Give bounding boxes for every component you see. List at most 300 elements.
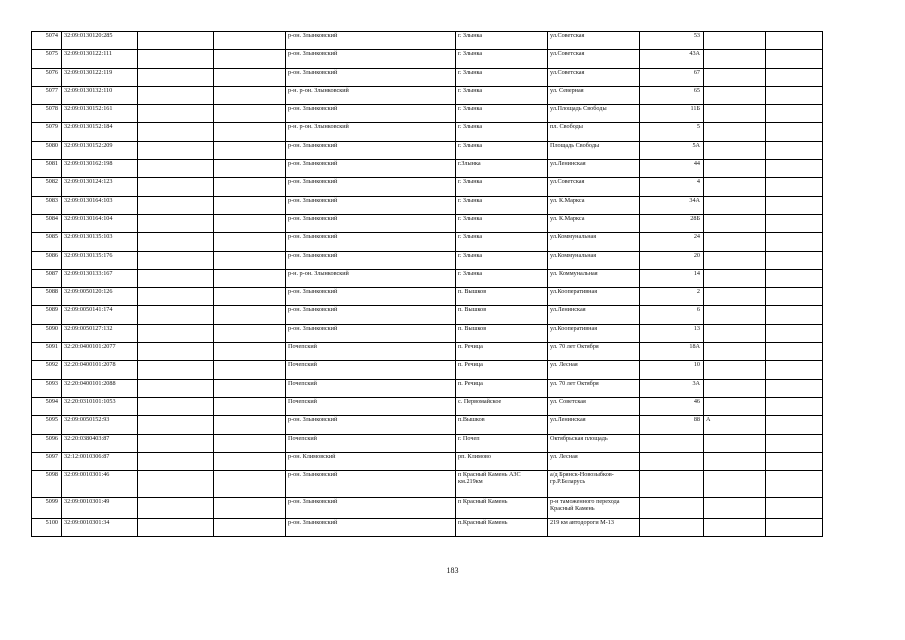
blank-cell (766, 269, 823, 287)
table-row (32, 86, 823, 104)
blank-cell (766, 214, 823, 232)
cadastral-number: 32:20:0400101:2077 (62, 343, 138, 361)
locality: с. Первомайское (456, 397, 548, 415)
blank-cell (138, 178, 214, 196)
house-number: 67 (640, 68, 704, 86)
letter (704, 160, 766, 178)
house-number: 88 (640, 416, 704, 434)
blank-cell (766, 251, 823, 269)
table-row (32, 233, 823, 251)
cadastral-number: 32:09:0130164:103 (62, 196, 138, 214)
blank-cell (138, 519, 214, 537)
locality: г. Злынка (456, 68, 548, 86)
row-number: 5080 (32, 141, 62, 159)
district: р-он. Злынковский (286, 32, 456, 50)
blank-cell (214, 269, 286, 287)
table-row (32, 105, 823, 123)
blank-cell (214, 233, 286, 251)
blank-cell (214, 519, 286, 537)
letter (704, 68, 766, 86)
letter (704, 178, 766, 196)
blank-cell (138, 251, 214, 269)
blank-cell (138, 233, 214, 251)
street: ул. К.Маркса (548, 196, 640, 214)
table-row (32, 32, 823, 50)
blank-cell (766, 361, 823, 379)
table-row (32, 214, 823, 232)
row-number: 5100 (32, 519, 62, 537)
letter (704, 288, 766, 306)
blank-cell (766, 471, 823, 498)
cadastral-number: 32:20:0380403:87 (62, 434, 138, 452)
street: ул. Северная (548, 86, 640, 104)
locality: г.Злынка (456, 160, 548, 178)
row-number: 5077 (32, 86, 62, 104)
blank-cell (214, 178, 286, 196)
blank-cell (766, 416, 823, 434)
street: ул.Кооперативная (548, 324, 640, 342)
blank-cell (766, 86, 823, 104)
row-number: 5094 (32, 397, 62, 415)
blank-cell (766, 123, 823, 141)
row-number: 5084 (32, 214, 62, 232)
blank-cell (214, 288, 286, 306)
blank-cell (766, 105, 823, 123)
locality: г. Злынка (456, 233, 548, 251)
house-number: 46 (640, 397, 704, 415)
page-number: 183 (446, 566, 459, 575)
blank-cell (766, 306, 823, 324)
row-number: 5095 (32, 416, 62, 434)
registry-table (31, 31, 823, 537)
row-number: 5085 (32, 233, 62, 251)
district: р-он. Злынковский (286, 498, 456, 519)
blank-cell (766, 288, 823, 306)
blank-cell (214, 324, 286, 342)
locality: п. Речица (456, 343, 548, 361)
letter (704, 86, 766, 104)
letter (704, 452, 766, 470)
blank-cell (138, 452, 214, 470)
street: ул. Лесная (548, 361, 640, 379)
table-row (32, 68, 823, 86)
district: р-он. Злынковский (286, 160, 456, 178)
table-row (32, 251, 823, 269)
cadastral-number: 32:09:0050120:126 (62, 288, 138, 306)
row-number: 5074 (32, 32, 62, 50)
blank-cell (138, 434, 214, 452)
cadastral-number: 32:09:0130152:161 (62, 105, 138, 123)
cadastral-number: 32:09:0130152:184 (62, 123, 138, 141)
house-number (640, 452, 704, 470)
blank-cell (766, 141, 823, 159)
street: Площадь Свободы (548, 141, 640, 159)
row-number: 5093 (32, 379, 62, 397)
table-row (32, 519, 823, 537)
district: р-н. р-он. Злынковский (286, 269, 456, 287)
letter (704, 50, 766, 68)
table-row (32, 123, 823, 141)
locality: п.Красный Камень (456, 519, 548, 537)
letter (704, 498, 766, 519)
blank-cell (138, 50, 214, 68)
blank-cell (138, 416, 214, 434)
blank-cell (214, 141, 286, 159)
blank-cell (214, 123, 286, 141)
house-number: 10 (640, 361, 704, 379)
cadastral-number: 32:09:0010301:34 (62, 519, 138, 537)
row-number: 5096 (32, 434, 62, 452)
house-number (640, 434, 704, 452)
street: Октябрьская площадь (548, 434, 640, 452)
district: р-он. Злынковский (286, 288, 456, 306)
row-number: 5099 (32, 498, 62, 519)
street: 219 км автодороги М-13 (548, 519, 640, 537)
table-row (32, 50, 823, 68)
blank-cell (766, 233, 823, 251)
street: ул.Ленинская (548, 306, 640, 324)
row-number: 5076 (32, 68, 62, 86)
cadastral-number: 32:09:0130132:110 (62, 86, 138, 104)
letter (704, 233, 766, 251)
blank-cell (138, 68, 214, 86)
district: р-он. Климовский (286, 452, 456, 470)
street: ул. 70 лет Октября (548, 343, 640, 361)
locality: г. Злынка (456, 214, 548, 232)
district: Почепский (286, 343, 456, 361)
blank-cell (214, 50, 286, 68)
locality: г. Злынка (456, 141, 548, 159)
street: ул.Советская (548, 68, 640, 86)
blank-cell (766, 452, 823, 470)
locality: г. Злынка (456, 269, 548, 287)
row-number: 5075 (32, 50, 62, 68)
table-row (32, 141, 823, 159)
table-row (32, 498, 823, 519)
blank-cell (138, 498, 214, 519)
cadastral-number: 32:09:0050141:174 (62, 306, 138, 324)
district: р-он. Злынковский (286, 233, 456, 251)
letter (704, 105, 766, 123)
blank-cell (138, 397, 214, 415)
house-number: 5А (640, 141, 704, 159)
locality: г. Злынка (456, 196, 548, 214)
locality: г. Злынка (456, 178, 548, 196)
locality: п. Вышков (456, 324, 548, 342)
cadastral-number: 32:20:0400101:2078 (62, 361, 138, 379)
blank-cell (214, 160, 286, 178)
street: ул. Коммунальная (548, 269, 640, 287)
letter (704, 343, 766, 361)
table-body (32, 32, 823, 537)
row-number: 5092 (32, 361, 62, 379)
blank-cell (766, 379, 823, 397)
letter (704, 251, 766, 269)
blank-cell (214, 379, 286, 397)
letter: А (704, 416, 766, 434)
blank-cell (214, 68, 286, 86)
locality: г. Злынка (456, 105, 548, 123)
district: р-н. р-он. Злынковский (286, 86, 456, 104)
letter (704, 397, 766, 415)
blank-cell (766, 434, 823, 452)
blank-cell (138, 123, 214, 141)
cadastral-number: 32:12:0010306:87 (62, 452, 138, 470)
blank-cell (138, 379, 214, 397)
blank-cell (214, 214, 286, 232)
house-number: 53 (640, 32, 704, 50)
house-number: 3А (640, 379, 704, 397)
locality: г. Злынка (456, 251, 548, 269)
blank-cell (138, 141, 214, 159)
blank-cell (214, 361, 286, 379)
letter (704, 434, 766, 452)
cadastral-number: 32:09:0050127:132 (62, 324, 138, 342)
locality: г. Злынка (456, 32, 548, 50)
district: р-он. Злынковский (286, 471, 456, 498)
letter (704, 324, 766, 342)
locality: г. Злынка (456, 86, 548, 104)
row-number: 5087 (32, 269, 62, 287)
locality: п Красный Камень (456, 498, 548, 519)
house-number (640, 498, 704, 519)
letter (704, 32, 766, 50)
table-row (32, 178, 823, 196)
cadastral-number: 32:09:0010301:46 (62, 471, 138, 498)
blank-cell (214, 32, 286, 50)
table-row (32, 196, 823, 214)
district: р-он. Злынковский (286, 251, 456, 269)
table-row (32, 361, 823, 379)
blank-cell (766, 50, 823, 68)
locality: п Красный Камень АЗС км.219км (456, 471, 548, 498)
house-number: 24 (640, 233, 704, 251)
district: Почепский (286, 379, 456, 397)
cadastral-number: 32:20:0310101:1053 (62, 397, 138, 415)
district: р-он. Злынковский (286, 196, 456, 214)
street: ул.Ленинская (548, 160, 640, 178)
blank-cell (138, 361, 214, 379)
table-row (32, 160, 823, 178)
row-number: 5083 (32, 196, 62, 214)
locality: п. Вышков (456, 288, 548, 306)
blank-cell (766, 324, 823, 342)
house-number (640, 471, 704, 498)
letter (704, 471, 766, 498)
cadastral-number: 32:09:0130120:285 (62, 32, 138, 50)
blank-cell (138, 343, 214, 361)
district: р-он. Злынковский (286, 178, 456, 196)
street: пл. Свободы (548, 123, 640, 141)
district: р-он. Злынковский (286, 214, 456, 232)
table-row (32, 306, 823, 324)
district: Почепский (286, 397, 456, 415)
house-number: 5 (640, 123, 704, 141)
district: р-он. Злынковский (286, 416, 456, 434)
blank-cell (766, 397, 823, 415)
blank-cell (138, 269, 214, 287)
house-number: 34А (640, 196, 704, 214)
blank-cell (214, 196, 286, 214)
table-row (32, 288, 823, 306)
street: ул. 70 лет Октября (548, 379, 640, 397)
blank-cell (138, 324, 214, 342)
blank-cell (766, 68, 823, 86)
street: а/д Брянск-Новозыбков-гр.Р.Беларусь (548, 471, 640, 498)
house-number: 4 (640, 178, 704, 196)
letter (704, 141, 766, 159)
row-number: 5090 (32, 324, 62, 342)
blank-cell (766, 160, 823, 178)
cadastral-number: 32:09:0130124:123 (62, 178, 138, 196)
blank-cell (214, 251, 286, 269)
house-number: 65 (640, 86, 704, 104)
blank-cell (766, 32, 823, 50)
row-number: 5081 (32, 160, 62, 178)
district: р-н. р-он. Злынковский (286, 123, 456, 141)
street: ул.Ленинская (548, 416, 640, 434)
locality: г. Злынка (456, 50, 548, 68)
letter (704, 379, 766, 397)
district: Почепский (286, 434, 456, 452)
cadastral-number: 32:09:0010301:49 (62, 498, 138, 519)
street: ул.Кооперативная (548, 288, 640, 306)
table-row (32, 397, 823, 415)
blank-cell (214, 105, 286, 123)
district: р-он. Злынковский (286, 324, 456, 342)
row-number: 5098 (32, 471, 62, 498)
letter (704, 519, 766, 537)
street: ул.Площадь Свободы (548, 105, 640, 123)
blank-cell (138, 288, 214, 306)
blank-cell (214, 434, 286, 452)
letter (704, 196, 766, 214)
street: ул. Советская (548, 397, 640, 415)
house-number: 44 (640, 160, 704, 178)
row-number: 5082 (32, 178, 62, 196)
table-row (32, 471, 823, 498)
blank-cell (214, 306, 286, 324)
district: р-он. Злынковский (286, 68, 456, 86)
locality: г. Почеп (456, 434, 548, 452)
blank-cell (214, 498, 286, 519)
cadastral-number: 32:20:0400101:2088 (62, 379, 138, 397)
table-row (32, 452, 823, 470)
district: р-он. Злынковский (286, 306, 456, 324)
blank-cell (138, 32, 214, 50)
house-number: 14 (640, 269, 704, 287)
letter (704, 269, 766, 287)
cadastral-number: 32:09:0130133:167 (62, 269, 138, 287)
table-row (32, 324, 823, 342)
district: р-он. Злынковский (286, 105, 456, 123)
row-number: 5079 (32, 123, 62, 141)
blank-cell (214, 343, 286, 361)
street: ул.Советская (548, 178, 640, 196)
row-number: 5097 (32, 452, 62, 470)
table-row (32, 343, 823, 361)
row-number: 5091 (32, 343, 62, 361)
blank-cell (138, 306, 214, 324)
table-row (32, 269, 823, 287)
locality: г. Злынка (456, 123, 548, 141)
blank-cell (138, 214, 214, 232)
cadastral-number: 32:09:0130122:119 (62, 68, 138, 86)
street: ул. Лесная (548, 452, 640, 470)
table-row (32, 416, 823, 434)
blank-cell (766, 196, 823, 214)
blank-cell (214, 416, 286, 434)
house-number: 43А (640, 50, 704, 68)
blank-cell (766, 178, 823, 196)
row-number: 5088 (32, 288, 62, 306)
letter (704, 123, 766, 141)
cadastral-number: 32:09:0130135:176 (62, 251, 138, 269)
row-number: 5086 (32, 251, 62, 269)
street: ул.Коммунальная (548, 251, 640, 269)
blank-cell (214, 452, 286, 470)
cadastral-number: 32:09:0130162:198 (62, 160, 138, 178)
blank-cell (138, 160, 214, 178)
row-number: 5078 (32, 105, 62, 123)
blank-cell (138, 196, 214, 214)
blank-cell (138, 105, 214, 123)
district: р-он. Злынковский (286, 519, 456, 537)
letter (704, 361, 766, 379)
blank-cell (214, 86, 286, 104)
locality: п.Вышков (456, 416, 548, 434)
house-number: 11Б (640, 105, 704, 123)
locality: п. Вышков (456, 306, 548, 324)
house-number: 20 (640, 251, 704, 269)
blank-cell (214, 397, 286, 415)
blank-cell (138, 471, 214, 498)
cadastral-number: 32:09:0130135:103 (62, 233, 138, 251)
locality: п. Речица (456, 379, 548, 397)
cadastral-number: 32:09:0130164:104 (62, 214, 138, 232)
street: ул.Коммунальная (548, 233, 640, 251)
street: ул.Советская (548, 50, 640, 68)
house-number: 13 (640, 324, 704, 342)
blank-cell (138, 86, 214, 104)
locality: рп. Климово (456, 452, 548, 470)
blank-cell (766, 498, 823, 519)
table-row (32, 379, 823, 397)
table-row (32, 434, 823, 452)
district: Почепский (286, 361, 456, 379)
house-number: 2 (640, 288, 704, 306)
row-number: 5089 (32, 306, 62, 324)
district: р-он. Злынковский (286, 141, 456, 159)
locality: п. Речица (456, 361, 548, 379)
district: р-он. Злынковский (286, 50, 456, 68)
house-number: 18А (640, 343, 704, 361)
street: р-н таможенного перехода Красный Камень (548, 498, 640, 519)
house-number: 28Б (640, 214, 704, 232)
blank-cell (214, 471, 286, 498)
blank-cell (766, 519, 823, 537)
house-number: 6 (640, 306, 704, 324)
cadastral-number: 32:09:0130152:209 (62, 141, 138, 159)
cadastral-number: 32:09:0130122:111 (62, 50, 138, 68)
cadastral-number: 32:09:0050152:93 (62, 416, 138, 434)
house-number (640, 519, 704, 537)
street: ул.Советская (548, 32, 640, 50)
letter (704, 306, 766, 324)
street: ул. К.Маркса (548, 214, 640, 232)
letter (704, 214, 766, 232)
blank-cell (766, 343, 823, 361)
